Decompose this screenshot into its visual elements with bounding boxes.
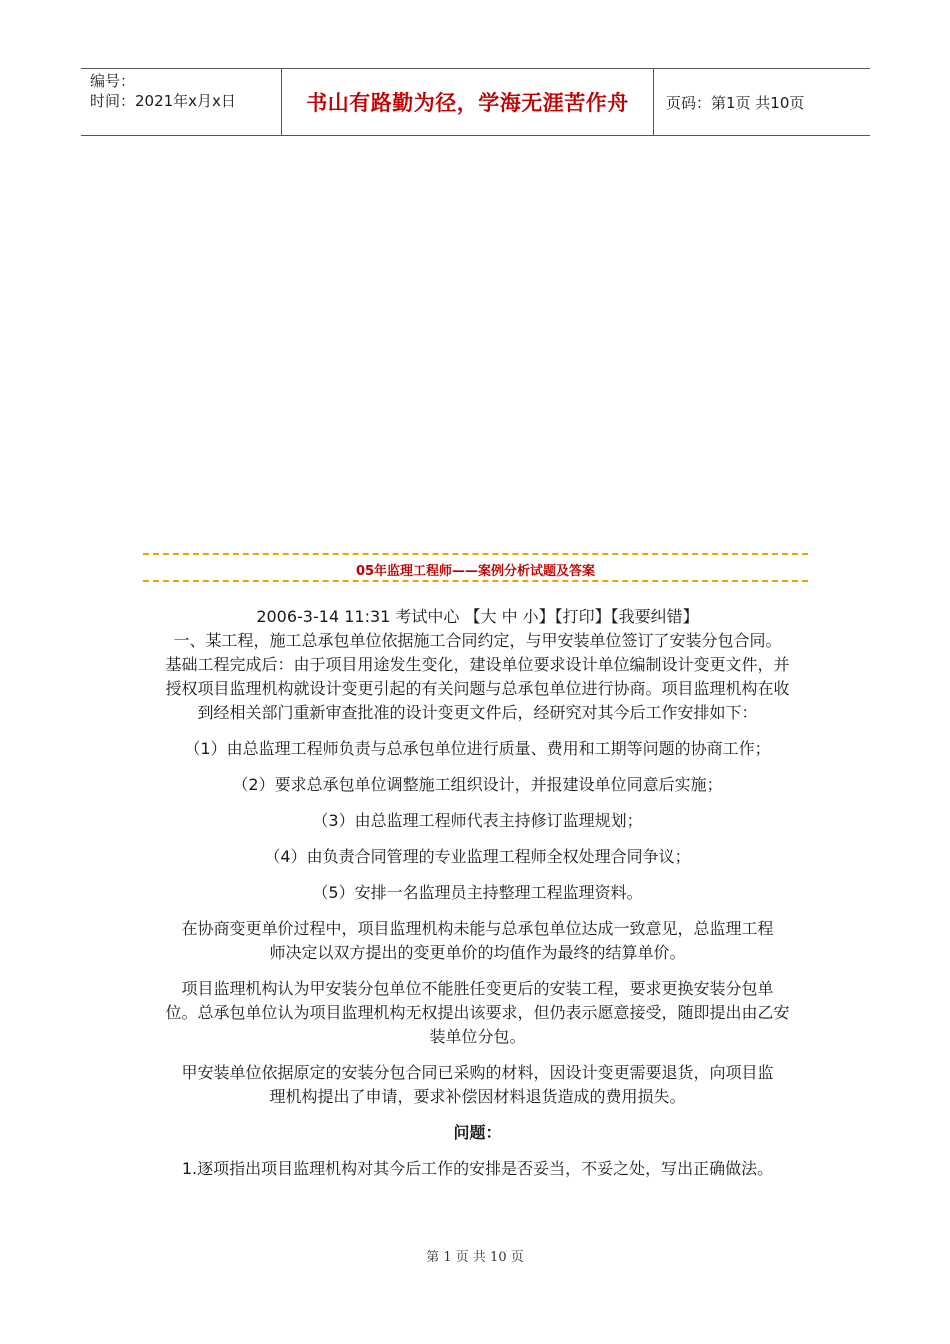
article-meta: 2006-3-14 11:31 考试中心 【大 中 小】【打印】【我要纠错】 (256, 607, 699, 626)
motto-text: 书山有路勤为径，学海无涯苦作舟 (306, 90, 629, 115)
divider-top (143, 553, 808, 555)
divider-bottom (143, 580, 808, 582)
para3-line-2: 位。总承包单位认为项目监理机构无权提出该要求，但仍表示愿意接受，随即提出由乙安 (165, 1003, 790, 1022)
para4-line-1: 甲安装单位依据原定的安装分包合同已采购的材料，因设计变更需要退货，向项目监 (181, 1063, 774, 1082)
page-footer: 第 1 页 共 10 页 (426, 1250, 524, 1265)
para2-line-2: 师决定以双方提出的变更单价的均值作为最终的结算单价。 (269, 943, 686, 962)
question-1: 1.逐项指出项目监理机构对其今后工作的安排是否妥当，不妥之处，写出正确做法。 (181, 1159, 774, 1178)
document-header (81, 68, 870, 136)
header-meta-cell (81, 69, 282, 135)
time-label: 时间：2021年x月x日 (90, 92, 236, 110)
para3-line-3: 装单位分包。 (429, 1027, 526, 1046)
article-title: 05年监理工程师——案例分析试题及答案 (355, 564, 596, 579)
para4-line-2: 理机构提出了申请，要求补偿因材料退货造成的费用损失。 (269, 1087, 686, 1106)
intro-line-2: 基础工程完成后：由于项目用途发生变化，建设单位要求设计单位编制设计变更文件，并 (165, 655, 790, 674)
article-body (145, 605, 810, 1181)
header-page-cell (654, 69, 870, 135)
para2-line-1: 在协商变更单价过程中，项目监理机构未能与总承包单位达成一致意见，总监理工程 (181, 919, 774, 938)
para3-line-1: 项目监理机构认为甲安装分包单位不能胜任变更后的安装工程，要求更换安装分包单 (181, 979, 774, 998)
intro-line-3: 授权项目监理机构就设计变更引起的有关问题与总承包单位进行协商。项目监理机构在收 (165, 679, 790, 698)
header-motto-cell (282, 69, 654, 135)
number-label: 编号： (90, 72, 136, 90)
list-item-1: （1）由总监理工程师负责与总承包单位进行质量、费用和工期等问题的协商工作； (184, 739, 771, 758)
intro-line-4: 到经相关部门重新审查批准的设计变更文件后，经研究对其今后工作安排如下： (197, 703, 758, 722)
list-item-5: （5）安排一名监理员主持整理工程监理资料。 (312, 883, 643, 902)
list-item-4: （4）由负责合同管理的专业监理工程师全权处理合同争议； (264, 847, 691, 866)
list-item-3: （3）由总监理工程师代表主持修订监理规划； (312, 811, 643, 830)
question-heading: 问题： (453, 1123, 502, 1142)
page-info: 页码：第1页 共10页 (666, 93, 805, 112)
list-item-2: （2）要求总承包单位调整施工组织设计，并报建设单位同意后实施； (232, 775, 723, 794)
intro-line-1: 一、某工程，施工总承包单位依据施工合同约定，与甲安装单位签订了安装分包合同。 (173, 631, 782, 650)
